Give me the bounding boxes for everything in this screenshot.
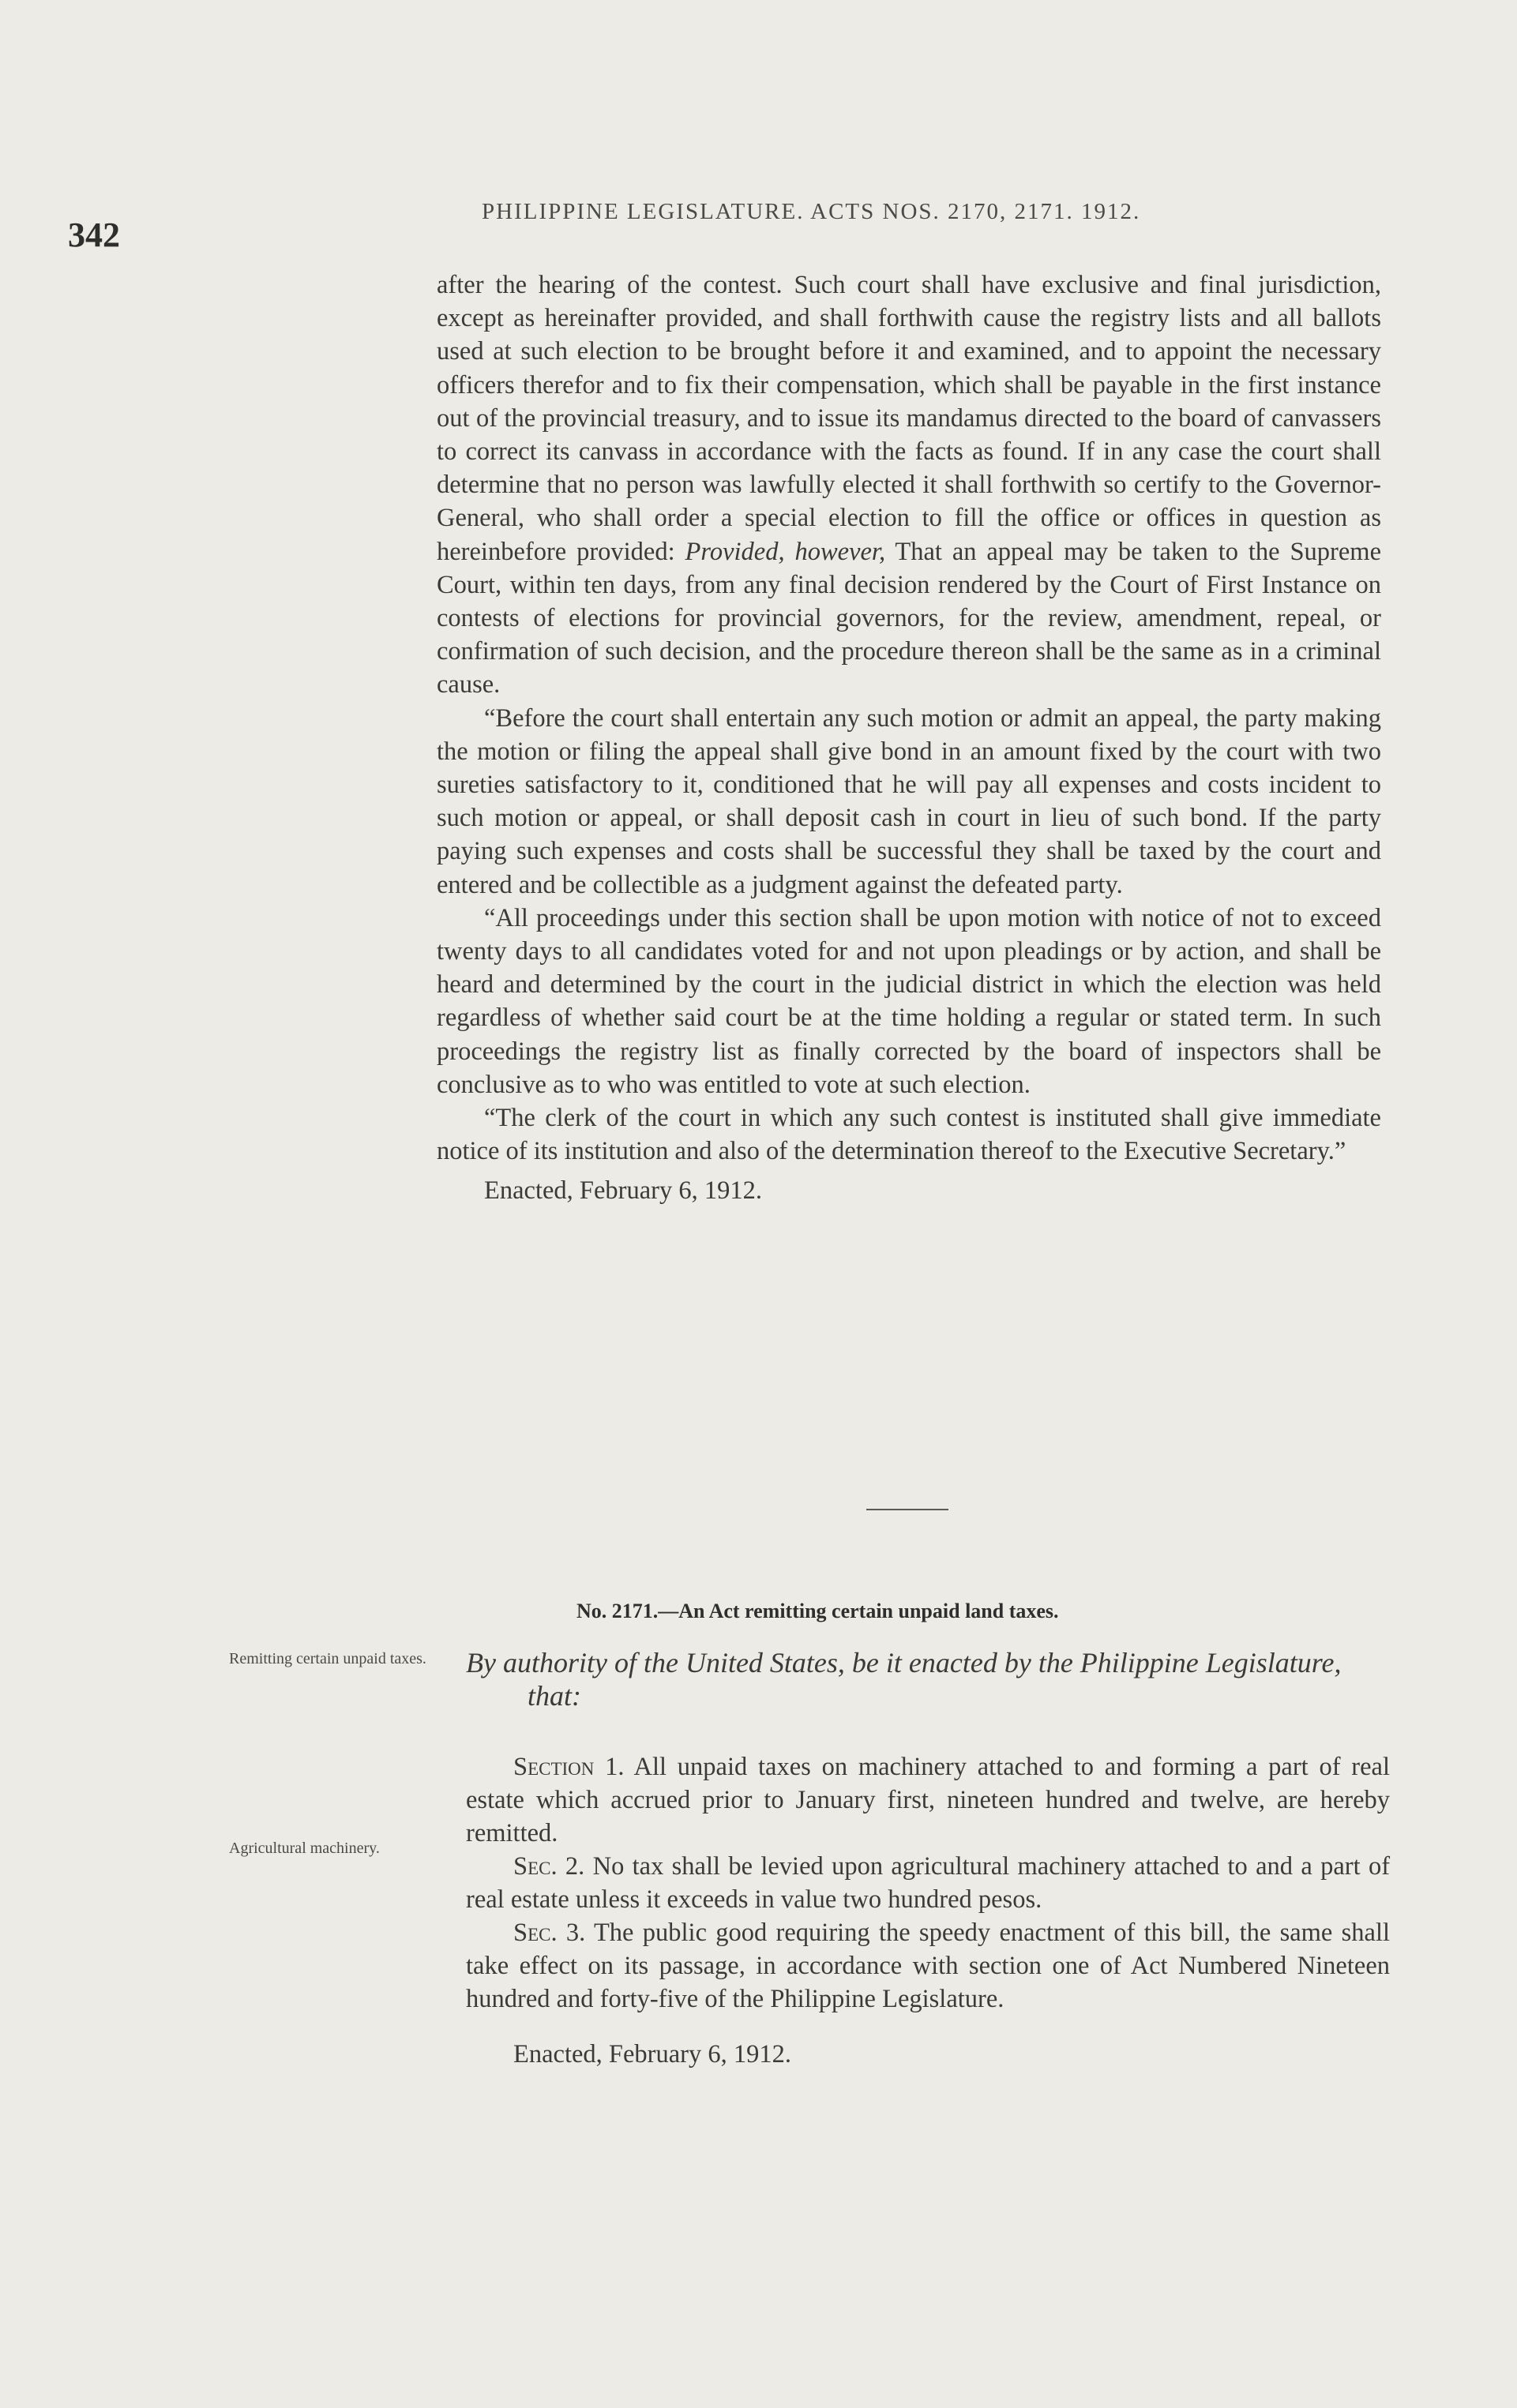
act-sections: [466, 1750, 1390, 2071]
section-1: [466, 1750, 1390, 1850]
section-label: Section 1.: [513, 1753, 625, 1781]
paragraph: [437, 268, 1381, 702]
paragraph-text: after the hearing of the contest. Such court shall have exclusive and final jurisdiction, except as hereinafter provided, and shall forthwith cause the registry lists and all ballots used at such election to be brought before it and examined, and to appoint the necessary officers therefor and to fix their compensation, which shall be payable in the first instance out of the provincial treasury, and to issue its mandamus directed to the board of canvassers to correct its canvass in accordance with the facts as found. If in any case the court shall determine that no person was lawfully elected it shall forthwith so certify to the Governor-General, who shall order a special election to fill the office or offices in question as hereinbefore provided:: [437, 271, 1381, 566]
enacted-date: Enacted, February 6, 1912.: [484, 1176, 762, 1206]
section-text: The public good requiring the speedy enactment of this bill, the same shall take effect on its passage, in accordance with section one of Act Numbered Nineteen hundred and forty-five of the Philippine Legislature.: [466, 1919, 1391, 2013]
enacting-clause: By authority of the United States, be it enacted by the Philippine Legislature, that:: [466, 1647, 1342, 1712]
section-text: No tax shall be levied upon agricultural machinery attached to and a part of real estate unless it exceeds in value two hundred pesos.: [466, 1852, 1391, 1914]
paragraph: “Before the court shall entertain any such motion or admit an appeal, the party making the motion or filing the appeal shall give bond in an amount fixed by the court with two sureties satisfactory to it, conditioned that he will pay all expenses and costs incident to such motion or appeal, or shall deposit cash in court in lieu of such bond. If the party paying such expenses and costs shall be successful they shall be taxed by the court and entered and be collectible as a judgment against the defeated party.: [437, 703, 1381, 899]
section-label: Sec. 2.: [513, 1852, 585, 1881]
act-2170-continuation: [437, 268, 1381, 1208]
section-label: Sec. 3.: [513, 1919, 586, 1947]
section-3: [466, 1916, 1390, 2016]
proviso-phrase: Provided, however,: [685, 537, 886, 566]
page-number: 342: [68, 216, 120, 254]
section-2: [466, 1850, 1390, 1916]
paragraph: “All proceedings under this section shall be upon motion with notice of not to exceed twenty days to all candidates voted for and not upon pleadings or by action, and shall be heard and determined by the court in the judicial district in which the election was held regardless of whether said court be at the time holding a regular or stated term. In such proceedings the registry list as finally corrected by the board of inspectors shall be conclusive as to who was entitled to vote at such election.: [437, 903, 1381, 1099]
paragraph: “The clerk of the court in which any such contest is instituted shall give immediate notice of its institution and also of the determination thereof to the Executive Secretary.”: [437, 1104, 1381, 1166]
margin-note: Remitting certain unpaid taxes.: [229, 1650, 426, 1667]
section-text: All unpaid taxes on machinery attached to and forming a part of real estate which accrued prior to January first, nineteen hundred and twelve, are hereby remitted.: [466, 1753, 1390, 1847]
running-head: PHILIPPINE LEGISLATURE. ACTS NOS. 2170, 2171. 1912.: [482, 199, 1141, 224]
enacted-date: Enacted, February 6, 1912.: [513, 2040, 791, 2069]
act-title: No. 2171.—An Act remitting certain unpaid land taxes.: [576, 1600, 1059, 1622]
section-divider: [866, 1509, 948, 1510]
margin-note: Agricultural machinery.: [229, 1840, 380, 1857]
act-2171-body: [466, 1646, 1390, 2071]
paragraph-text: That an appeal may be taken to the Supreme Court, within ten days, from any final decision rendered by the Court of First Instance on contests of elections for provincial governors, for the review, amendment, repeal, or confirmation of such decision, and the procedure thereon shall be the same as in a criminal cause.: [437, 537, 1382, 700]
